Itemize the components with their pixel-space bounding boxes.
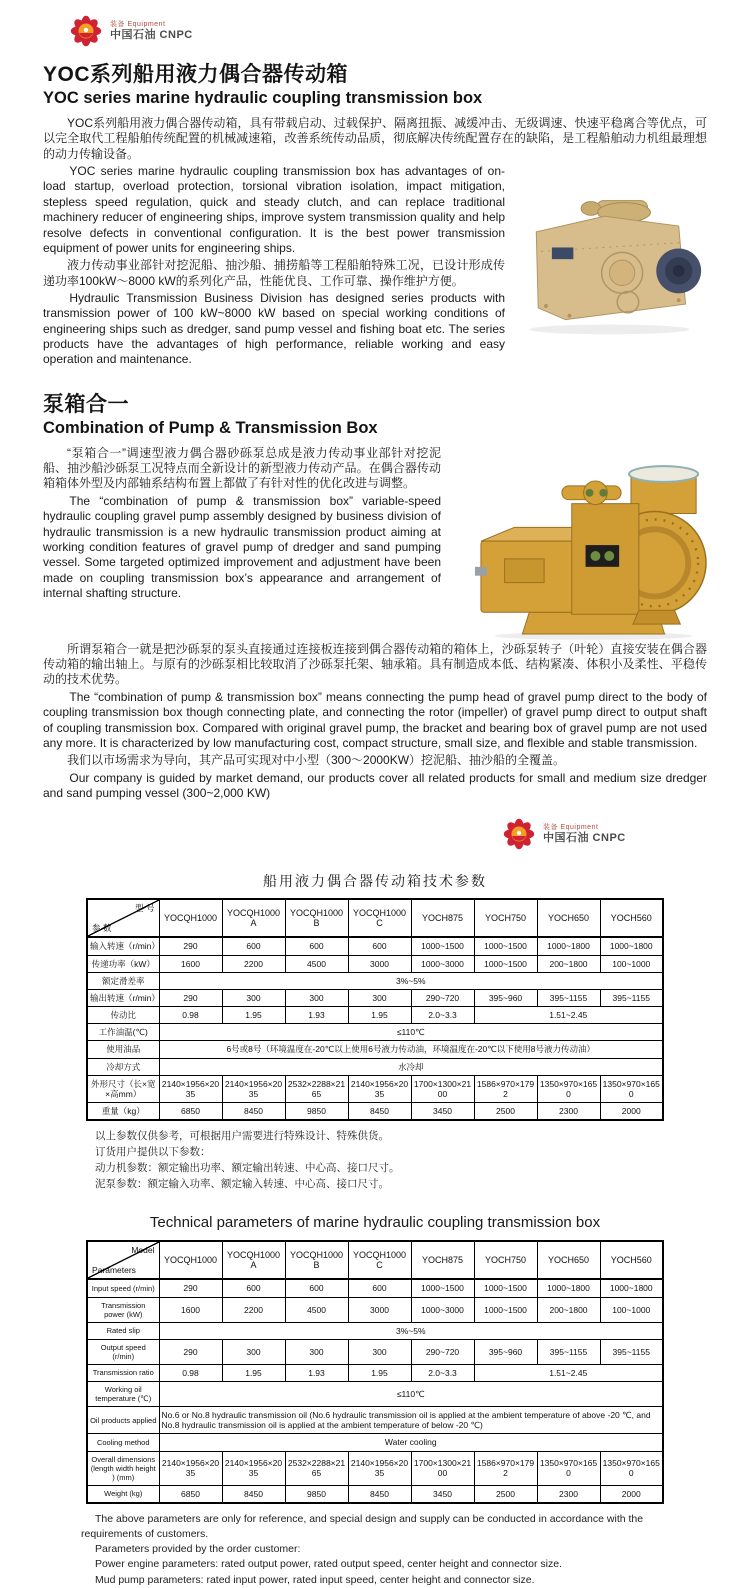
value-cell: 395~1155 [600,989,663,1006]
parameters-table-title-cn: 船用液力偶合器传动箱技术参数 [263,873,487,890]
section2-title-cn: 泵箱合一 [43,392,129,416]
value-cell: 395~1155 [600,1339,663,1364]
table-row [87,1322,663,1339]
table-row [87,1381,663,1406]
value-cell: 1586×970×1792 [474,1075,537,1102]
table-row [87,989,663,1006]
value-cell: 2140×1956×2035 [159,1075,222,1102]
table-row [87,1103,663,1121]
value-cell: 4500 [285,1297,348,1322]
merged-value-cell: 6号或8号（环境温度在-20℃以上使用6号液力传动油，环境温度在-20℃以下使用8号液力传动油） [159,1041,663,1058]
value-cell: 2500 [474,1485,537,1503]
value-cell: 1000~1500 [474,955,537,972]
pump-assembly-illustration [475,464,707,642]
transmission-box-photo [505,164,707,340]
value-cell: 1000~1500 [411,1279,474,1297]
merged-value-cell: 1.51~2.45 [474,1364,663,1381]
value-cell: 1000~1800 [537,937,600,955]
value-cell: 1.93 [285,1007,348,1024]
table-row [87,955,663,972]
brochure-page [0,14,750,1586]
section1-title-en: YOC series marine hydraulic coupling transmission box [43,89,483,107]
note-line: 以上参数仅供参考，可根据用户需要进行特殊设计、特殊供货。 [95,1130,389,1143]
table-row [87,1339,663,1364]
model-header-cell: YOCH750 [474,899,537,937]
model-header-cell: YOCQH1000 [159,1241,222,1279]
value-cell: 200~1800 [537,1297,600,1322]
value-cell: 600 [348,1279,411,1297]
model-header-cell: YOCQH1000B [285,1241,348,1279]
section2-paragraph2-en: The “combination of pump & transmission box” means connecting the pump head of gravel pump direct to the body of coupling transmission box though connecting plate, and connecting the rotor (impeller) of gravel pump direct to output shaft of coupling transmission box. Compared with original gravel pump, the bracket and bearing box of gravel pump are not used any more. It is characterized by low manufacturing cost, compact structure, small size, and flexible and stable transmission. [43,689,707,750]
value-cell: 1586×970×1792 [474,1451,537,1485]
value-cell: 395~960 [474,1339,537,1364]
section2-title-en: Combination of Pump & Transmission Box [43,418,378,437]
section1-paragraph1-en: YOC series marine hydraulic coupling transmission box has advantages of on-load startup, overload protection, torsional vibration isolation, impact mitigation, stepless speed regulation, quick and steady clutch, and can replace traditional machinery reducer of engineering ships, improve system transmission quality and help resolve defects in conventional configuration. It is the best power transmission equipment of power units for engineering ships. [43,164,505,255]
value-cell: 395~1155 [537,1339,600,1364]
corner-model-label: 型 号 [135,903,155,914]
table-row [87,1041,663,1058]
value-cell: 395~960 [474,989,537,1006]
value-cell: 1350×970×1650 [600,1075,663,1102]
model-header-cell: YOCH650 [537,1241,600,1279]
value-cell: 2200 [222,955,285,972]
merged-value-cell: 水冷却 [159,1058,663,1075]
value-cell: 0.98 [159,1007,222,1024]
value-cell: 3000 [348,1297,411,1322]
row-label: Cooling method [87,1434,159,1451]
model-header-cell: YOCQH1000C [348,1241,411,1279]
row-label: 传动比 [87,1007,159,1024]
section2-paragraph3-cn: 我们以市场需求为导向，其产品可实现对中小型（300～2000KW）挖泥船、抽沙船的全覆盖。 [67,753,566,768]
table-row [87,1364,663,1381]
cnpc-logo-header [68,14,707,48]
section1-paragraph2-en: Hydraulic Transmission Business Division has designed series products with transmission power of 100 kW~8000 kW based on special working conditions of engineering ships such as dredger, sand pump vessel and fishing boat etc. The series products have the advantages of high performance, reliable working and easy operation and maintenance. [43,290,505,367]
table-header-row [87,1241,663,1279]
table-row [87,1007,663,1024]
row-label: Rated slip [87,1322,159,1339]
value-cell: 1000~1500 [474,937,537,955]
value-cell: 1000~1500 [474,1297,537,1322]
section2-paragraph1-cn: “泵箱合一”调速型液力偶合器砂砾泵总成是液力传动事业部针对挖泥船、抽沙船沙砾泵工况特点而全新设计的新型液力传动产品。在偶合器传动箱箱体外型及内部轴系结构布置上都做了有针对性的优化改进与调整。 [43,445,441,491]
logo-text-block [543,824,626,845]
section2-text-column [43,446,441,604]
row-label: 额定滑差率 [87,972,159,989]
row-label: 重量（kg） [87,1103,159,1121]
value-cell: 2532×2288×2165 [285,1075,348,1102]
value-cell: 8450 [222,1485,285,1503]
model-header-cell: YOCH875 [411,899,474,937]
table-notes-en [81,1512,677,1588]
value-cell: 1000~1800 [600,1279,663,1297]
value-cell: 300 [348,1339,411,1364]
value-cell: 1000~3000 [411,955,474,972]
note-line: Mud pump parameters: rated input power, rated input speed, center height and connector size. [95,1573,535,1586]
value-cell: 3450 [411,1103,474,1121]
row-label: 传递功率（kW） [87,955,159,972]
value-cell: 300 [285,989,348,1006]
model-header-cell: YOCH875 [411,1241,474,1279]
value-cell: 2200 [222,1297,285,1322]
model-parameter-corner-cell [87,899,159,937]
table-row [87,1058,663,1075]
value-cell: 290 [159,989,222,1006]
value-cell: 1350×970×1650 [537,1075,600,1102]
model-header-cell: YOCQH1000C [348,899,411,937]
row-label: Transmission ratio [87,1364,159,1381]
value-cell: 2140×1956×2035 [222,1075,285,1102]
value-cell: 290~720 [411,989,474,1006]
value-cell: 2140×1956×2035 [159,1451,222,1485]
corner-parameter-label: 参 数 [92,923,112,934]
value-cell: 600 [348,937,411,955]
section1-title-cn: YOC系列船用液力偶合器传动箱 [43,63,349,86]
section1-text-image-row [43,164,707,370]
logo-text-block [110,21,193,42]
table-row [87,1451,663,1485]
value-cell: 1600 [159,955,222,972]
value-cell: 2300 [537,1485,600,1503]
value-cell: 100~1000 [600,1297,663,1322]
note-line: Parameters provided by the order customer: [95,1543,301,1556]
model-header-cell: YOCH750 [474,1241,537,1279]
value-cell: 100~1000 [600,955,663,972]
corner-parameter-label: Parameters [92,1265,136,1276]
model-header-cell: YOCQH1000A [222,899,285,937]
value-cell: 2500 [474,1103,537,1121]
model-header-cell: YOCQH1000 [159,899,222,937]
row-label: 使用油品 [87,1041,159,1058]
value-cell: 2300 [537,1103,600,1121]
value-cell: 600 [222,937,285,955]
value-cell: 8450 [348,1103,411,1121]
parameters-table-cn [86,898,664,1121]
row-label: Transmission power (kW) [87,1297,159,1322]
row-label: 外形尺寸（长×宽×高mm） [87,1075,159,1102]
corner-model-label: Model [131,1245,155,1256]
value-cell: 0.98 [159,1364,222,1381]
value-cell: 8450 [348,1485,411,1503]
value-cell: 2000 [600,1485,663,1503]
value-cell: 1600 [159,1297,222,1322]
value-cell: 6850 [159,1485,222,1503]
value-cell: 290 [159,937,222,955]
value-cell: 3450 [411,1485,474,1503]
model-header-cell: YOCQH1000B [285,899,348,937]
value-cell: 600 [222,1279,285,1297]
value-cell: 6850 [159,1103,222,1121]
value-cell: 200~1800 [537,955,600,972]
logo-equipment-label: 装备 Equipment [110,20,166,28]
value-cell: 2.0~3.3 [411,1007,474,1024]
value-cell: 1350×970×1650 [537,1451,600,1485]
table-row [87,972,663,989]
table-row [87,1485,663,1503]
transmission-box-illustration [507,192,707,340]
note-line: Power engine parameters: rated output power, rated output speed, center height and connector size. [95,1558,562,1571]
model-header-cell: YOCH560 [600,1241,663,1279]
section1-text-column [43,164,505,370]
value-cell: 2.0~3.3 [411,1364,474,1381]
table-row [87,937,663,955]
row-label: Input speed (r/min) [87,1279,159,1297]
value-cell: 9850 [285,1485,348,1503]
value-cell: 1000~1500 [474,1279,537,1297]
value-cell: 8450 [222,1103,285,1121]
row-label: Working oil temperature (℃) [87,1381,159,1406]
value-cell: 1.95 [348,1364,411,1381]
value-cell: 1.95 [222,1007,285,1024]
section2-paragraph2-cn: 所谓泵箱合一就是把沙砾泵的泵头直接通过连接板连接到偶合器传动箱的箱体上，沙砾泵转子（叶轮）直接安装在偶合器传动箱的输出轴上。与原有的沙砾泵相比较取消了沙砾泵托架、轴承箱。具有制造成本低、结构紧凑、体积小及柔性、平稳传动的技术优势。 [43,641,707,687]
value-cell: 1.95 [222,1364,285,1381]
value-cell: 2140×1956×2035 [222,1451,285,1485]
value-cell: 3000 [348,955,411,972]
logo-equipment-label: 装备 Equipment [543,823,599,831]
cnpc-logo-mid [501,817,707,851]
value-cell: 300 [222,989,285,1006]
table-row [87,1075,663,1102]
row-label: 输入转速（r/min） [87,937,159,955]
value-cell: 1350×970×1650 [600,1451,663,1485]
row-label: 输出转速（r/min） [87,989,159,1006]
table-row [87,1024,663,1041]
value-cell: 2000 [600,1103,663,1121]
section1-paragraph1-cn: YOC系列船用液力偶合器传动箱，具有带载启动、过载保护、隔离扭振、减缓冲击、无级调速、快速平稳离合等优点，可以完全取代工程船舶传统配置的机械减速箱，改善系统传动品质，彻底解决传统配置存在的缺陷，是工程船舶动力机组最理想的动力传输设备。 [43,116,707,161]
model-parameter-corner-cell [87,1241,159,1279]
value-cell: 600 [285,937,348,955]
value-cell: 9850 [285,1103,348,1121]
cnpc-flower-logo-icon [68,14,104,48]
value-cell: 300 [285,1339,348,1364]
pump-assembly-photo [441,446,707,642]
value-cell: 1000~3000 [411,1297,474,1322]
value-cell: 2140×1956×2035 [348,1451,411,1485]
value-cell: 1700×1300×2100 [411,1451,474,1485]
model-header-cell: YOCH650 [537,899,600,937]
row-label: Output speed (r/min) [87,1339,159,1364]
merged-value-cell: ≤110℃ [159,1381,663,1406]
section2-text-image-row [43,446,707,642]
logo-brand-label: 中国石油 CNPC [543,832,626,845]
table-header-row [87,899,663,937]
value-cell: 1000~1800 [537,1279,600,1297]
parameters-table-en [86,1240,664,1503]
section2-paragraph3-en: Our company is guided by market demand, our products cover all related products for small and medium size dredger and sand pumping vessel (300~2,000 KW) [43,770,707,800]
value-cell: 1.95 [348,1007,411,1024]
table-notes-cn [81,1129,707,1192]
value-cell: 2140×1956×2035 [348,1075,411,1102]
merged-value-cell: ≤110℃ [159,1024,663,1041]
merged-value-cell: 3%~5% [159,1322,663,1339]
model-header-cell: YOCQH1000A [222,1241,285,1279]
row-label: Oil products applied [87,1406,159,1433]
merged-value-cell: 1.51~2.45 [474,1007,663,1024]
logo-brand-label: 中国石油 CNPC [110,28,193,41]
merged-value-cell: 3%~5% [159,972,663,989]
value-cell: 300 [348,989,411,1006]
value-cell: 600 [285,1279,348,1297]
section2-paragraph1-en: The “combination of pump & transmission box” variable-speed hydraulic coupling gravel pump assembly designed by business division of hydraulic transmission is a new hydraulic transmission product aiming at working condition features of gravel pump of dredger and sand pumping vessel. Some targeted optimized improvement and adjustment have been made on coupling transmission box’s appearance and arrangement of internal shafting structure. [43,493,441,600]
value-cell: 290 [159,1279,222,1297]
parameters-table-title-en: Technical parameters of marine hydraulic coupling transmission box [149,1214,601,1232]
value-cell: 1000~1800 [600,937,663,955]
value-cell: 290~720 [411,1339,474,1364]
cnpc-flower-logo-icon [501,817,537,851]
table-row [87,1279,663,1297]
note-line: 泥泵参数：额定输入功率、额定输入转速、中心高、接口尺寸。 [95,1177,389,1190]
table-row [87,1406,663,1433]
value-cell: 2532×2288×2165 [285,1451,348,1485]
note-line: 订货用户提供以下参数： [95,1146,211,1159]
table-row [87,1434,663,1451]
note-line: The above parameters are only for reference, and special design and supply can be conducted in accordance with the requirements of customers. [81,1512,644,1540]
value-cell: 300 [222,1339,285,1364]
note-line: 动力机参数：额定输出功率、额定输出转速、中心高、接口尺寸。 [95,1161,400,1174]
merged-value-cell: Water cooling [159,1434,663,1451]
merged-value-cell: No.6 or No.8 hydraulic transmission oil (No.6 hydraulic transmission oil is applied at the ambient temperature of above -20 ℃, and No.8 hydraulic transmission oil is applied at the ambient temperature of below -20 ℃) [159,1406,663,1433]
value-cell: 1700×1300×2100 [411,1075,474,1102]
row-label: 工作油温(℃) [87,1024,159,1041]
row-label: 冷却方式 [87,1058,159,1075]
value-cell: 395~1155 [537,989,600,1006]
value-cell: 1.93 [285,1364,348,1381]
row-label: Weight (kg) [87,1485,159,1503]
row-label: Overall dimensions (length width height ) (mm) [87,1451,159,1485]
table-row [87,1297,663,1322]
section1-paragraph2-cn: 液力传动事业部针对挖泥船、抽沙船、捕捞船等工程船舶特殊工况，已设计形成传递功率100kW～8000 kW的系列化产品，性能优良、工作可靠、操作维护方便。 [43,258,505,288]
value-cell: 290 [159,1339,222,1364]
model-header-cell: YOCH560 [600,899,663,937]
value-cell: 4500 [285,955,348,972]
value-cell: 1000~1500 [411,937,474,955]
